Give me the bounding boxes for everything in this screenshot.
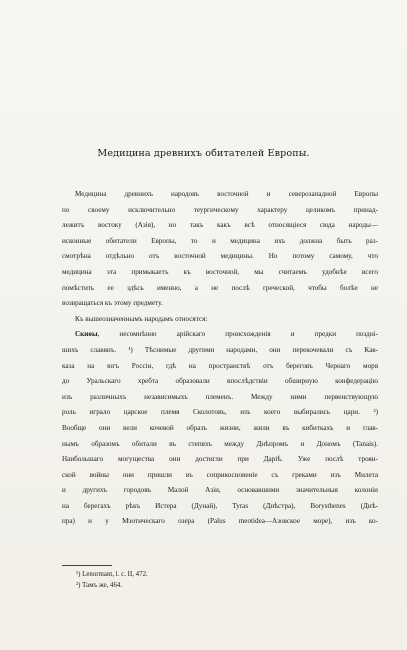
- text-line: и другихъ городовъ Малой Азіи, основавшими значительныя колоніи: [62, 486, 378, 495]
- text-line: нымъ образомъ обитали въ степяхъ между Днѣпромъ и Дономъ (Tanais).: [62, 439, 378, 448]
- text-line: Медицина древнихъ народовъ восточной и северозападной Европы: [75, 190, 378, 198]
- page-title: Медицина древнихъ обитателей Европы.: [97, 148, 310, 159]
- text-line: Вообще они вели кочевой образъ жизни, жили въ кибиткахъ и глав-: [62, 423, 378, 432]
- footnote-mark: ²): [76, 582, 81, 589]
- list-intro: Къ вышеозначеннымъ народамъ относятся:: [75, 314, 208, 323]
- footnotes: [76, 569, 376, 591]
- text-line: до Уральскаго хребта образовали впослѣдствіи обширную конфедерацію: [62, 377, 378, 386]
- text-line: возвращаться къ этому предмету.: [62, 299, 163, 308]
- text-line: помѣстить ее здѣсь именно, а не послѣ греческой, чтобы болѣе не: [62, 283, 378, 292]
- footnote-mark: ¹): [76, 571, 81, 578]
- footnote-divider: [62, 565, 112, 566]
- text-line: [62, 327, 378, 343]
- footnote: [76, 569, 376, 580]
- footnote-text: Lenormant, l. c. II, 472.: [82, 571, 148, 578]
- body-text: [62, 187, 378, 530]
- text-line: исконные обитатели Европы, то и медицина ихъ должна быть раз-: [62, 236, 378, 245]
- line-rest: , несомнѣнно арійскаго происхожденія и предки поздні-: [97, 330, 378, 339]
- text-line: пра) и у Мэотическаго озера (Palus meotidea—Азовское море), изъ ко-: [62, 517, 378, 526]
- text-line: изъ различныхъ независимыхъ племенъ. Между ними первенствующую: [62, 392, 378, 401]
- text-line: по своему исключительно теургическому характеру целикомъ принад-: [62, 205, 378, 214]
- text-line: смотрѣна отдѣльно отъ восточной медицины. Но потому самому, что: [62, 252, 378, 261]
- text-line: шихъ славянъ. ¹) Тѣснимые другими народами, они перекочевали съ Кав-: [62, 345, 378, 354]
- text-line: ской войны они пришли въ соприкосновеніе съ греками изъ Милета: [62, 470, 378, 479]
- text-line: каза на югъ Россіи, гдѣ на пространствѣ отъ береговъ Чернаго моря: [62, 361, 378, 370]
- text-line: медицина эта примыкаетъ къ восточной, мы считаемъ удобнѣе всего: [62, 267, 378, 276]
- text-line: на берегахъ рѣкъ Истера (Дунай), Tyras (Днѣстра), Borysthenes (Днѣ-: [62, 501, 378, 510]
- lead-word: Скиөы: [75, 330, 98, 339]
- text-line: лежитъ востоку (Азія), но такъ какъ всѣ относящіеся сюда народы—: [62, 221, 378, 230]
- text-line: роль играло царское племя Сколотовъ, изъ коего выбирались цари. ²): [62, 408, 378, 417]
- footnote-text: Тамъ же, 464.: [82, 582, 123, 589]
- text-line: Наибольшаго могущества они достигли при Даріѣ. Уже послѣ троян-: [62, 455, 378, 464]
- footnote: [76, 580, 376, 591]
